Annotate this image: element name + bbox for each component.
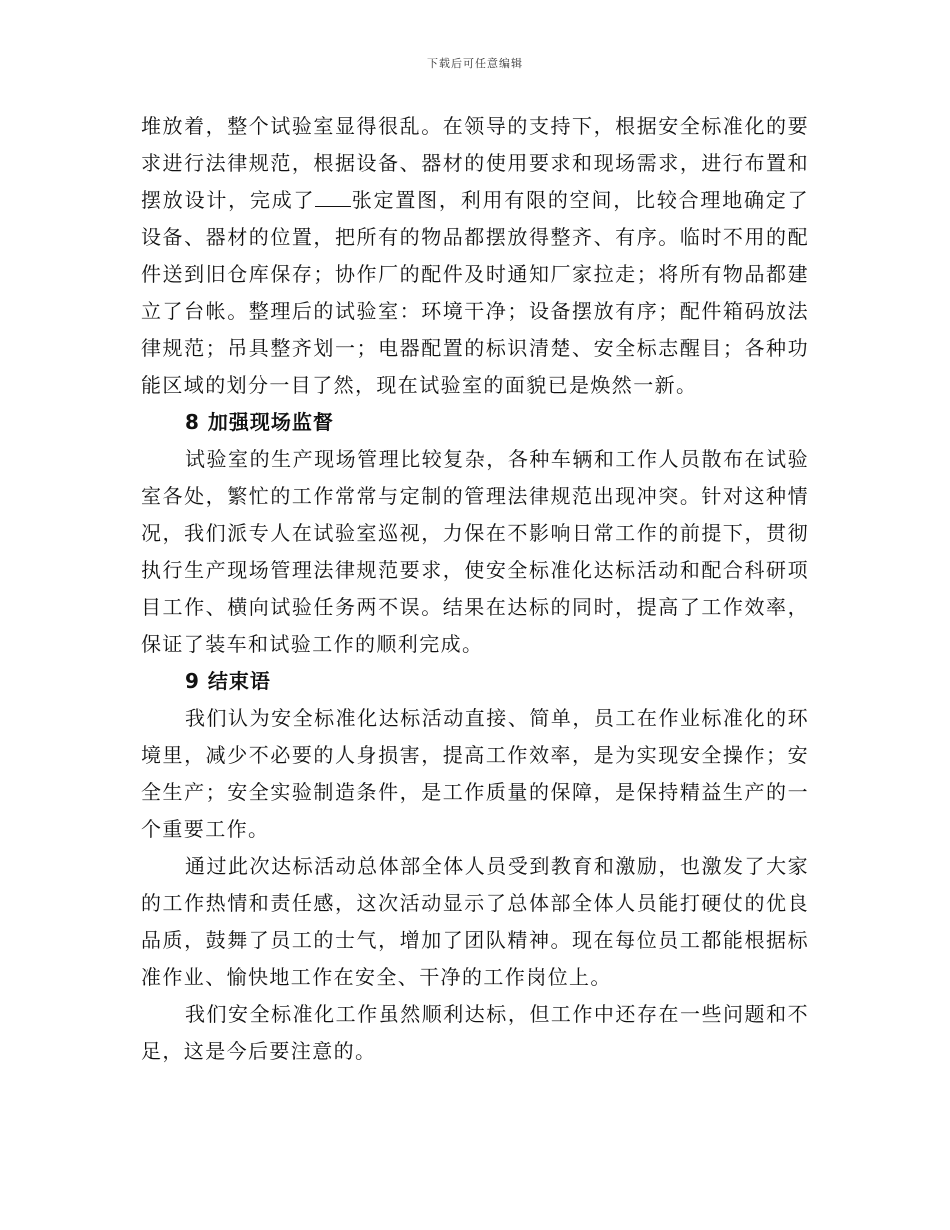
section-heading-9: 9 结束语 <box>185 669 271 693</box>
paragraph-conclusion-3: 我们安全标准化工作虽然顺利达标，但工作中还存在一些问题和不足，这是今后要注意的。 <box>141 1002 809 1063</box>
section-heading-8: 8 加强现场监督 <box>185 410 334 434</box>
paragraph-conclusion-2: 通过此次达标活动总体部全体人员受到教育和激励，也激发了大家的工作热情和责任感，这次活动显示了总体部全体人员能打硬仗的优良品质，鼓舞了员工的士气，增加了团队精神。现在每位员工都能根据标准作业、愉快地工作在安全、干净的工作岗位上。 <box>141 854 809 989</box>
paragraph-conclusion-1: 我们认为安全标准化达标活动直接、简单，员工在作业标准化的环境里，减少不必要的人身损害，提高工作效率，是为实现安全操作；安全生产；安全实验制造条件，是工作质量的保障，是保持精益生产的一个重要工作。 <box>141 706 809 841</box>
paragraph-text-part-2: 张定置图，利用有限的空间，比较合理地确定了设备、器材的位置，把所有的物品都摆放得整齐、有序。临时不用的配件送到旧仓库保存；协作厂的配件及时通知厂家拉走；将所有物品都建立了台帐。整理后的试验室：环境干净；设备摆放有序；配件箱码放法律规范；吊具整齐划一；电器配置的标识清楚、安全标志醒目；各种功能区域的划分一目了然，现在试验室的面貌已是焕然一新。 <box>141 188 809 397</box>
paragraph-site-supervision: 试验室的生产现场管理比较复杂，各种车辆和工作人员散布在试验室各处，繁忙的工作常常与定制的管理法律规范出现冲突。针对这种情况，我们派专人在试验室巡视，力保在不影响日常工作的前提下，贯彻执行生产现场管理法律规范要求，使安全标准化达标活动和配合科研项目工作、横向试验任务两不误。结果在达标的同时，提高了工作效率，保证了装车和试验工作的顺利完成。 <box>141 447 809 656</box>
page-header-note: 下载后可任意编辑 <box>427 57 523 70</box>
document-body <box>141 108 809 1070</box>
fill-in-blank <box>315 188 351 207</box>
paragraph-text-part-1: 堆放着，整个试验室显得很乱。在领导的支持下，根据安全标准化的要求进行法律规范，根据设备、器材的使用要求和现场需求，进行布置和摆放设计，完成了 <box>141 114 809 212</box>
paragraph-continued <box>141 108 809 404</box>
